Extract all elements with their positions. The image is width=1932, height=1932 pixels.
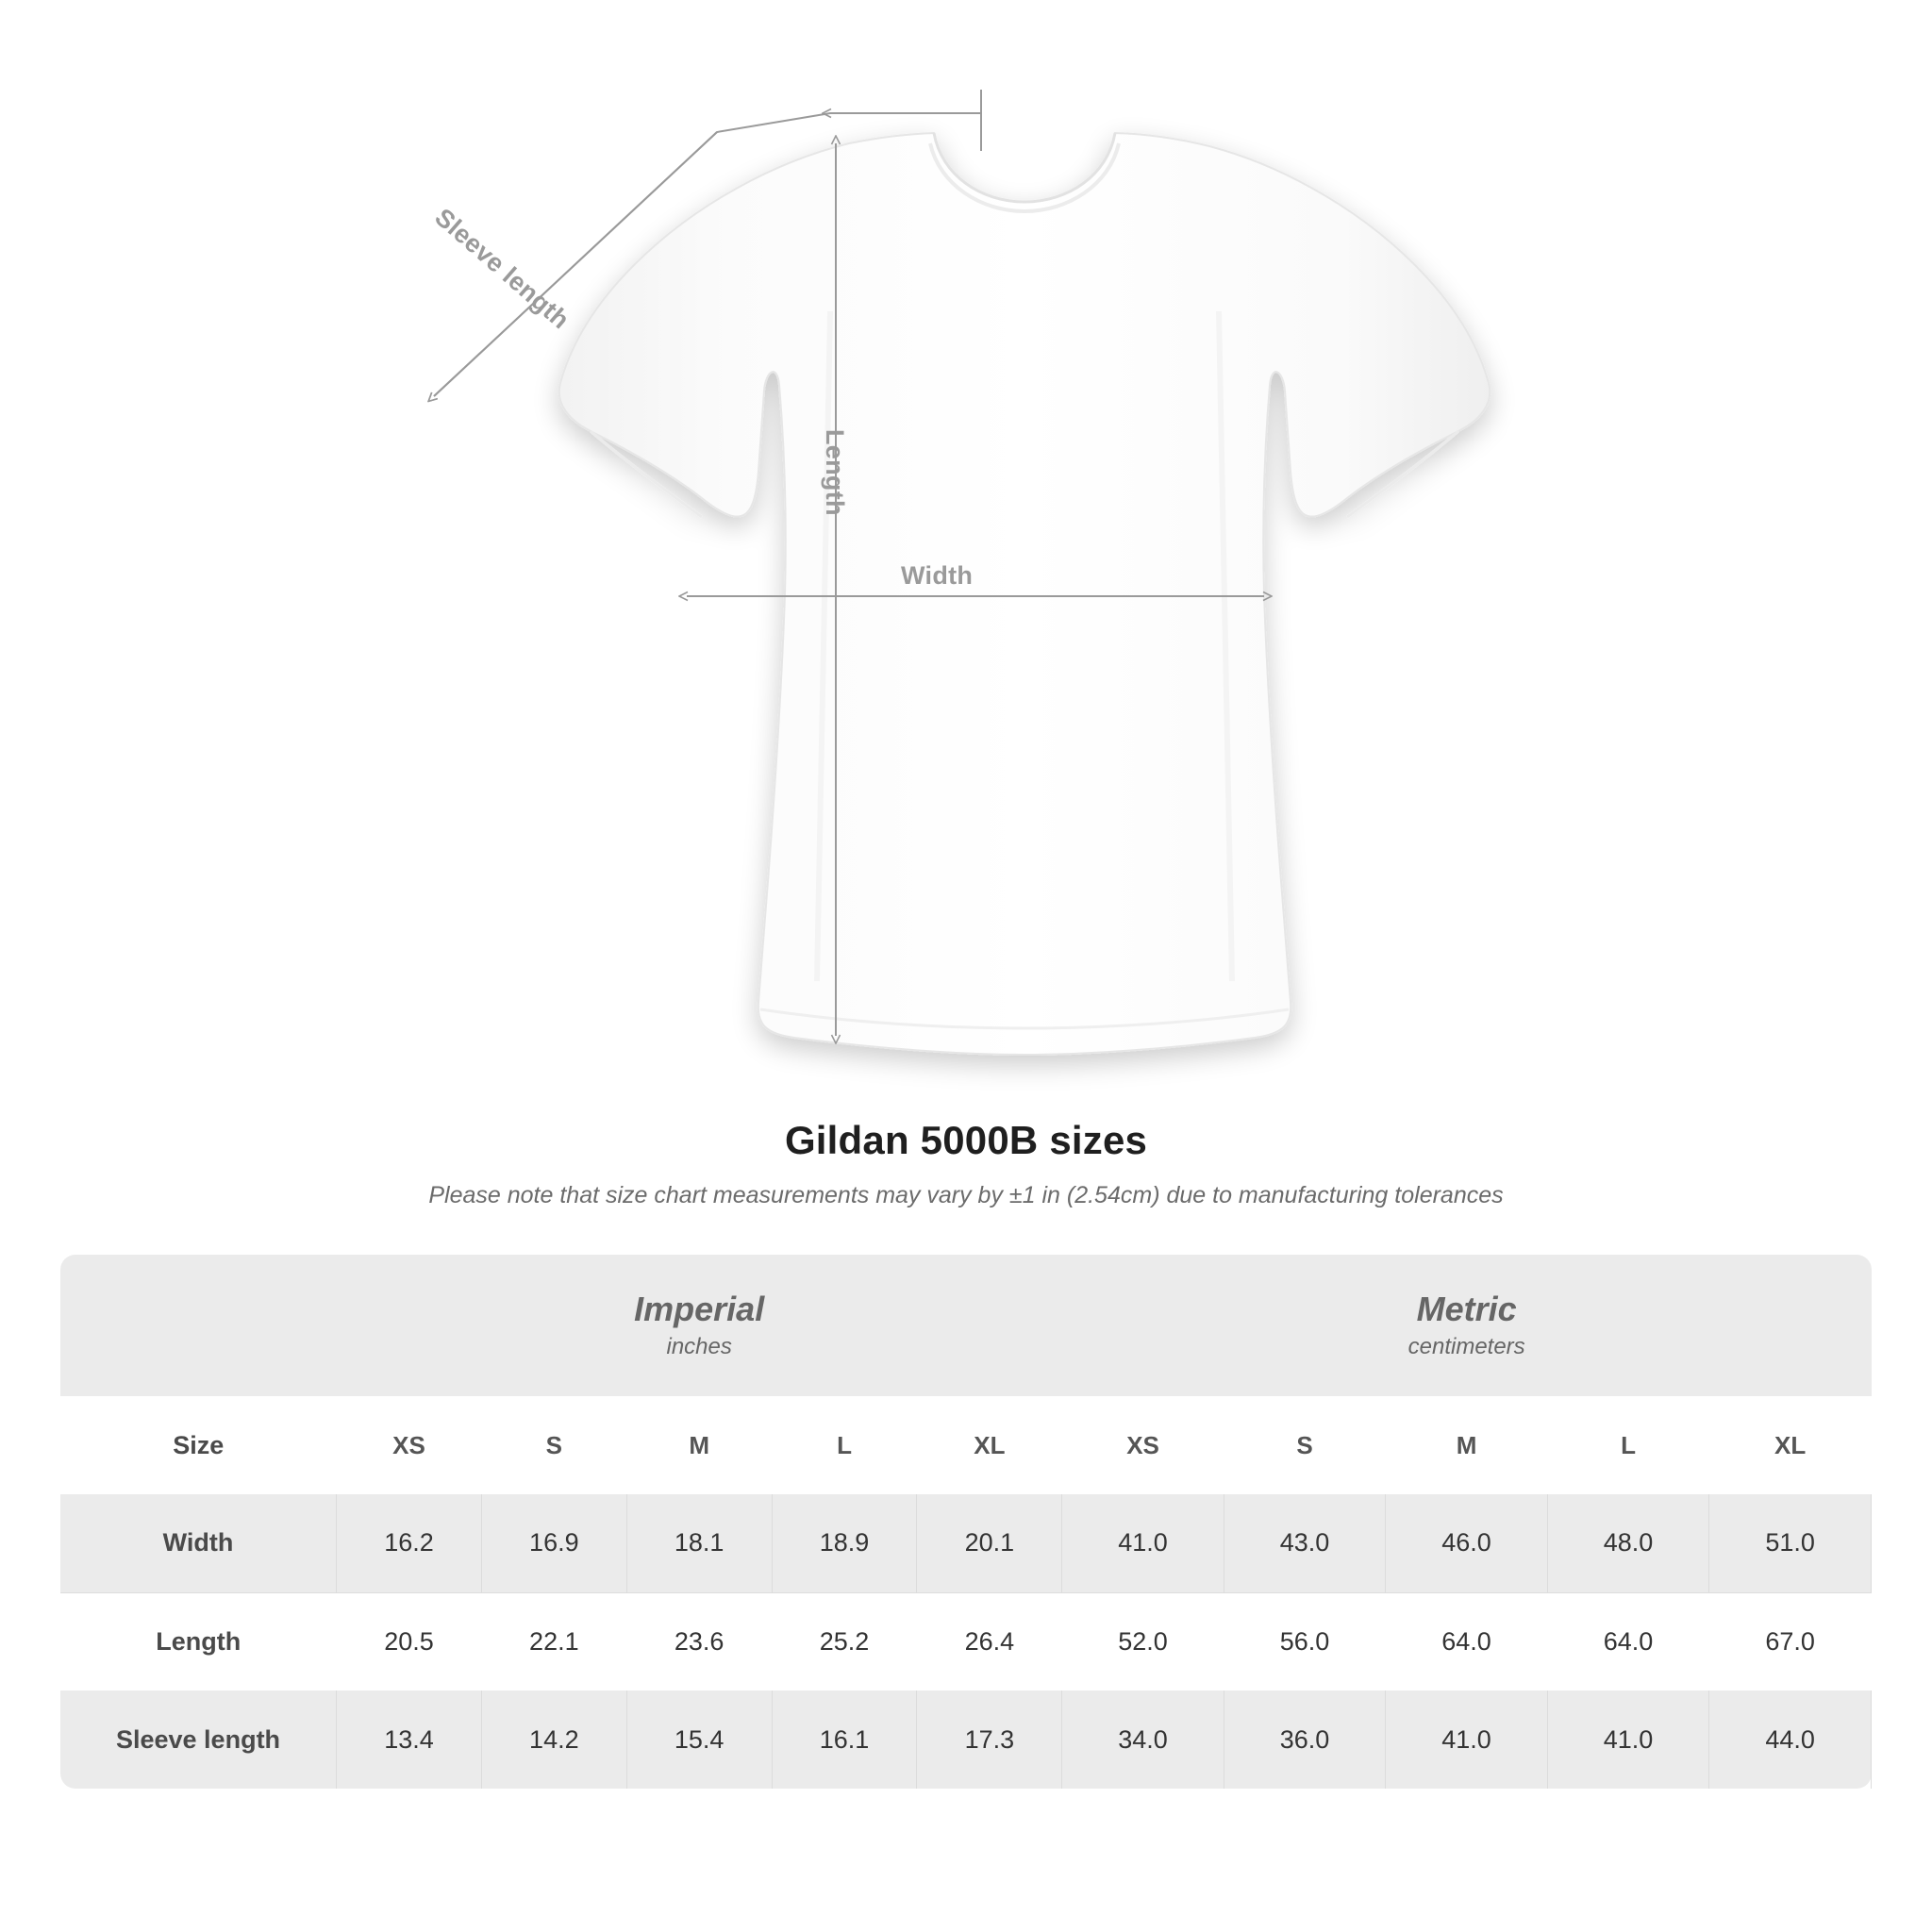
size-column-header: S [481, 1396, 626, 1494]
metric-header-cell [1062, 1255, 1872, 1396]
table-cell: 64.0 [1547, 1592, 1709, 1690]
table-cell: 44.0 [1709, 1690, 1872, 1789]
table-cell: 17.3 [917, 1690, 1062, 1789]
imperial-system-name: Imperial [634, 1289, 765, 1328]
table-cell: 26.4 [917, 1592, 1062, 1690]
tolerance-note: Please note that size chart measurements may vary by ±1 in (2.54cm) due to manufacturing tolerances [428, 1182, 1504, 1208]
table-cell: 23.6 [626, 1592, 772, 1690]
imperial-system-unit: inches [666, 1333, 732, 1359]
size-column-header: M [626, 1396, 772, 1494]
table-cell: 14.2 [481, 1690, 626, 1789]
table-cell: 51.0 [1709, 1494, 1872, 1592]
table-cell: 25.2 [772, 1592, 917, 1690]
table-cell: 64.0 [1386, 1592, 1548, 1690]
table-row [60, 1690, 1872, 1789]
size-table [60, 1255, 1872, 1789]
width-label: Width [901, 561, 974, 590]
metric-system-name: Metric [1416, 1289, 1517, 1328]
table-cell: 13.4 [337, 1690, 482, 1789]
table-cell: 36.0 [1224, 1690, 1386, 1789]
table-cell: 41.0 [1062, 1494, 1224, 1592]
table-cell: 18.1 [626, 1494, 772, 1592]
size-column-label: Size [60, 1396, 337, 1494]
table-cell: 15.4 [626, 1690, 772, 1789]
row-label: Sleeve length [60, 1690, 337, 1789]
unit-header-corner [60, 1255, 337, 1396]
row-label: Width [60, 1494, 337, 1592]
unit-system-header-row [60, 1255, 1872, 1396]
table-row [60, 1592, 1872, 1690]
size-column-header: XS [1062, 1396, 1224, 1494]
table-cell: 56.0 [1224, 1592, 1386, 1690]
size-column-header: XS [337, 1396, 482, 1494]
table-cell: 41.0 [1386, 1690, 1548, 1789]
size-column-header: XL [917, 1396, 1062, 1494]
table-cell: 20.5 [337, 1592, 482, 1690]
sleeve-length-label: Sleeve length [429, 203, 575, 335]
size-column-header: XL [1709, 1396, 1872, 1494]
table-cell: 46.0 [1386, 1494, 1548, 1592]
table-cell: 41.0 [1547, 1690, 1709, 1789]
table-cell: 52.0 [1062, 1592, 1224, 1690]
page-title: Gildan 5000B sizes [784, 1118, 1148, 1162]
title-block [0, 1118, 1932, 1209]
table-cell: 18.9 [772, 1494, 917, 1592]
size-column-header: M [1386, 1396, 1548, 1494]
tshirt-shape [559, 133, 1491, 1055]
table-cell: 48.0 [1547, 1494, 1709, 1592]
size-header-row [60, 1396, 1872, 1494]
table-cell: 20.1 [917, 1494, 1062, 1592]
table-cell: 22.1 [481, 1592, 626, 1690]
length-label: Length [821, 429, 849, 516]
table-cell: 16.2 [337, 1494, 482, 1592]
table-row [60, 1494, 1872, 1592]
table-cell: 16.9 [481, 1494, 626, 1592]
table-cell: 34.0 [1062, 1690, 1224, 1789]
size-column-header: L [1547, 1396, 1709, 1494]
size-column-header: L [772, 1396, 917, 1494]
table-cell: 43.0 [1224, 1494, 1386, 1592]
metric-system-unit: centimeters [1407, 1333, 1525, 1359]
size-table-wrapper [60, 1255, 1872, 1789]
table-cell: 16.1 [772, 1690, 917, 1789]
row-label: Length [60, 1592, 337, 1690]
table-cell: 67.0 [1709, 1592, 1872, 1690]
size-column-header: S [1224, 1396, 1386, 1494]
imperial-header-cell [337, 1255, 1062, 1396]
